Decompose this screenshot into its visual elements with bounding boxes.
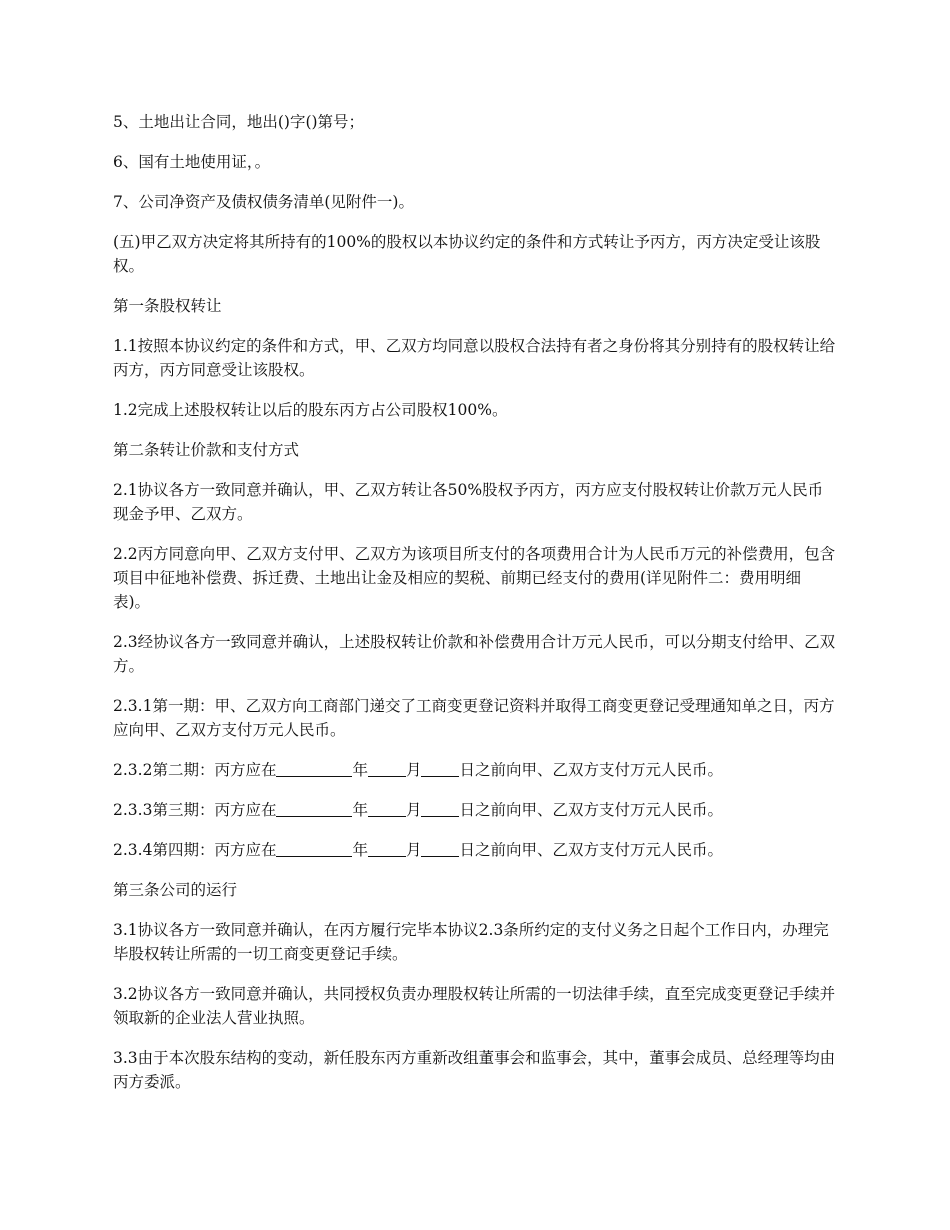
paragraph: 3.2协议各方一致同意并确认，共同授权负责办理股权转让所需的一切法律手续，直至完成变更登记手续并领取新的企业法人营业执照。 [113,985,836,1027]
month-label: 月 [405,761,422,779]
paragraph: 6、国有土地使用证，。 [113,153,271,171]
paragraph: 1.2完成上述股权转让以后的股东丙方占公司股权100%。 [113,401,508,419]
day-blank [421,760,459,777]
month-blank [368,760,406,777]
paragraph: 2.1协议各方一致同意并确认，甲、乙双方转让各50%股权予丙方，丙方应支付股权转让价款万元人民币现金予甲、乙双方。 [113,481,824,523]
installment-line [113,798,838,822]
installment-line [113,838,838,862]
document-body [113,110,838,1110]
installment-prefix: 2.3.3第三期：丙方应在 [113,801,277,819]
paragraph: 3.3由于本次股东结构的变动，新任股东丙方重新改组董事会和监事会，其中，董事会成员、总经理等均由丙方委派。 [113,1049,836,1091]
section-heading: 第二条转让价款和支付方式 [113,441,300,459]
year-blank [276,760,352,777]
installment-suffix: 日之前向甲、乙双方支付万元人民币。 [459,841,723,859]
paragraph: 1.1按照本协议约定的条件和方式，甲、乙双方均同意以股权合法持有者之身份将其分别持有的股权转让给丙方，丙方同意受让该股权。 [113,337,836,379]
year-blank [276,800,352,817]
year-label: 年 [352,801,368,819]
paragraph: 3.1协议各方一致同意并确认，在丙方履行完毕本协议2.3条所约定的支付义务之日起个工作日内，办理完毕股权转让所需的一切工商变更登记手续。 [113,921,829,963]
paragraph: 5、土地出让合同，地出()字()第号； [113,113,365,131]
installment-line [113,758,838,782]
installment-suffix: 日之前向甲、乙双方支付万元人民币。 [459,801,723,819]
year-blank [276,840,352,857]
installment-prefix: 2.3.2第二期：丙方应在 [113,761,277,779]
month-blank [368,800,406,817]
day-blank [421,840,459,857]
paragraph: 2.2丙方同意向甲、乙双方支付甲、乙双方为该项目所支付的各项费用合计为人民币万元的补偿费用，包含项目中征地补偿费、拆迁费、土地出让金及相应的契税、前期已经支付的费用(详见附件二：费用明细表)。 [113,545,836,611]
section-heading: 第一条股权转让 [113,297,222,315]
installment-suffix: 日之前向甲、乙双方支付万元人民币。 [459,761,723,779]
paragraph: 7、公司净资产及债权债务清单(见附件一)。 [113,193,414,211]
installment-prefix: 2.3.4第四期：丙方应在 [113,841,277,859]
year-label: 年 [352,761,368,779]
paragraph: 2.3经协议各方一致同意并确认，上述股权转让价款和补偿费用合计万元人民币，可以分期支付给甲、乙双方。 [113,633,836,675]
year-label: 年 [352,841,368,859]
month-label: 月 [405,841,422,859]
paragraph: (五)甲乙双方决定将其所持有的100%的股权以本协议约定的条件和方式转让予丙方，丙方决定受让该股权。 [113,233,821,275]
day-blank [421,800,459,817]
paragraph: 2.3.1第一期：甲、乙双方向工商部门递交了工商变更登记资料并取得工商变更登记受理通知单之日，丙方应向甲、乙双方支付万元人民币。 [113,697,835,739]
section-heading: 第三条公司的运行 [113,881,238,899]
month-label: 月 [405,801,422,819]
month-blank [368,840,406,857]
